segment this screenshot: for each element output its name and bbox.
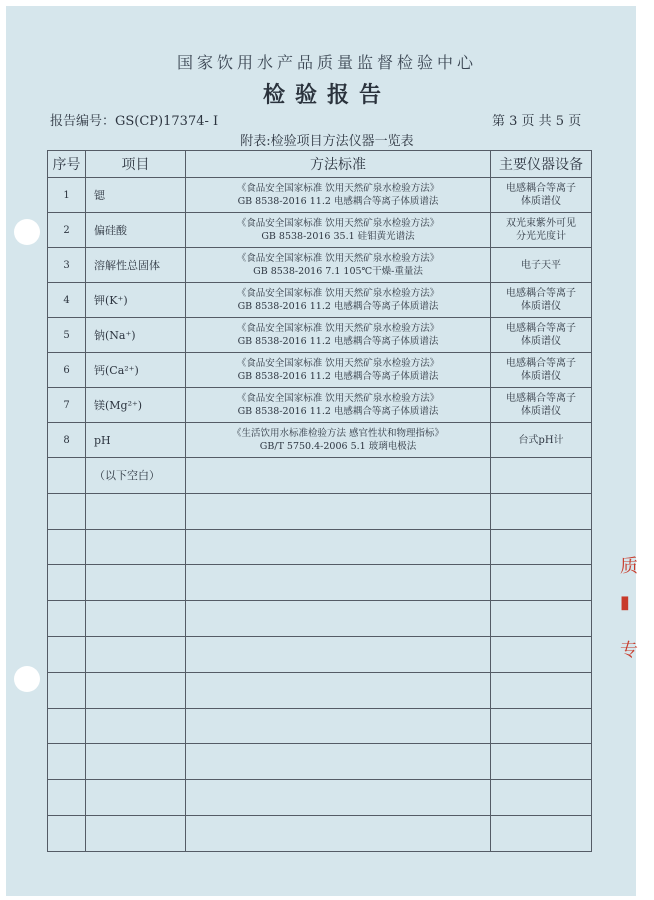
instrument-line: 分光光度计 [516,231,566,242]
table-row [48,388,592,423]
instrument-line: 体质谱仪 [521,406,561,417]
instrument-line: 电感耦合等离子 [506,358,576,369]
table-header-row [48,151,592,178]
row-no: 5 [48,318,86,353]
instrument-line: 电子天平 [521,259,561,271]
instrument-line: 体质谱仪 [521,301,561,312]
table-row-blank [48,565,592,601]
blank-note: （以下空白） [86,458,186,494]
method-table [47,150,592,852]
row-instrument [491,388,592,423]
method-line: 《食品安全国家标准 饮用天然矿泉水检验方法》 [236,393,440,404]
row-item: 钙(Ca²⁺) [86,353,186,388]
row-item: 钾(K⁺) [86,283,186,318]
row-method [186,318,491,353]
row-method [186,213,491,248]
table-row-blank [48,493,592,529]
row-item: 钠(Na⁺) [86,318,186,353]
seal-stamp-fragment: ▮ [620,592,630,613]
row-no: 1 [48,178,86,213]
table-row [48,423,592,458]
header-method: 方法标准 [186,151,491,178]
method-line: 《食品安全国家标准 饮用天然矿泉水检验方法》 [236,288,440,299]
row-instrument [491,283,592,318]
instrument-line: 电感耦合等离子 [506,183,576,194]
table-row [48,353,592,388]
row-no: 8 [48,423,86,458]
row-no: 4 [48,283,86,318]
row-method [186,178,491,213]
table-row [48,283,592,318]
page-indicator: 第 3 页 共 5 页 [492,114,582,129]
table-row-blank [48,458,592,494]
header-instrument: 主要仪器设备 [491,151,592,178]
instrument-line: 体质谱仪 [521,371,561,382]
instrument-line: 电感耦合等离子 [506,288,576,299]
instrument-line: 双光束紫外可见 [506,218,576,229]
appendix-title: 附表:检验项目方法仪器一览表 [240,134,414,149]
method-line: GB 8538-2016 7.1 105℃干燥-重量法 [253,266,423,277]
punch-hole [14,666,40,692]
method-line: GB 8538-2016 11.2 电感耦合等离子体质谱法 [237,301,439,312]
row-no: 3 [48,248,86,283]
method-line: 《食品安全国家标准 饮用天然矿泉水检验方法》 [236,253,440,264]
row-method [186,248,491,283]
row-instrument [491,318,592,353]
table-row-blank [48,529,592,565]
row-instrument [491,353,592,388]
seal-stamp-fragment: 质 [620,556,638,577]
row-no: 6 [48,353,86,388]
table-row-blank [48,780,592,816]
method-line: GB/T 5750.4-2006 5.1 玻璃电极法 [259,441,417,452]
instrument-line: 电感耦合等离子 [506,393,576,404]
row-method [186,388,491,423]
table-row-blank [48,815,592,851]
method-line: 《食品安全国家标准 饮用天然矿泉水检验方法》 [236,358,440,369]
table-row-blank [48,708,592,744]
table-row [48,213,592,248]
center-name: 国家饮用水产品质量监督检验中心 [176,53,477,72]
row-instrument [491,248,592,283]
table-row [48,318,592,353]
row-method [186,353,491,388]
report-title: 检验报告 [262,82,391,108]
report-number: 报告编号：GS(CP)17374- I [50,114,219,129]
header-item: 项目 [86,151,186,178]
method-line: 《食品安全国家标准 饮用天然矿泉水检验方法》 [236,218,440,229]
row-no: 7 [48,388,86,423]
method-line: GB 8538-2016 35.1 硅钼黄光谱法 [261,231,415,242]
row-method [186,423,491,458]
instrument-line: 体质谱仪 [521,196,561,207]
punch-hole [14,219,40,245]
instrument-line: 台式pH计 [518,434,564,446]
method-line: GB 8538-2016 11.2 电感耦合等离子体质谱法 [237,196,439,207]
row-no: 2 [48,213,86,248]
table-row [48,178,592,213]
method-line: 《食品安全国家标准 饮用天然矿泉水检验方法》 [236,183,440,194]
method-line: GB 8538-2016 11.2 电感耦合等离子体质谱法 [237,336,439,347]
table-row-blank [48,744,592,780]
header-no: 序号 [48,151,86,178]
instrument-line: 电感耦合等离子 [506,323,576,334]
table-row-blank [48,601,592,637]
row-item: 镁(Mg²⁺) [86,388,186,423]
row-instrument [491,178,592,213]
instrument-line: 体质谱仪 [521,336,561,347]
seal-stamp-fragment: 专 [620,640,638,661]
row-item: 偏硅酸 [86,213,186,248]
method-line: 《生活饮用水标准检验方法 感官性状和物理指标》 [231,428,445,439]
table-row-blank [48,672,592,708]
row-method [186,283,491,318]
method-line: GB 8538-2016 11.2 电感耦合等离子体质谱法 [237,406,439,417]
table-row-blank [48,636,592,672]
method-line: 《食品安全国家标准 饮用天然矿泉水检验方法》 [236,323,440,334]
row-instrument [491,213,592,248]
row-item: 锶 [86,178,186,213]
row-item: pH [86,423,186,458]
row-item: 溶解性总固体 [86,248,186,283]
table-row [48,248,592,283]
method-line: GB 8538-2016 11.2 电感耦合等离子体质谱法 [237,371,439,382]
row-instrument [491,423,592,458]
